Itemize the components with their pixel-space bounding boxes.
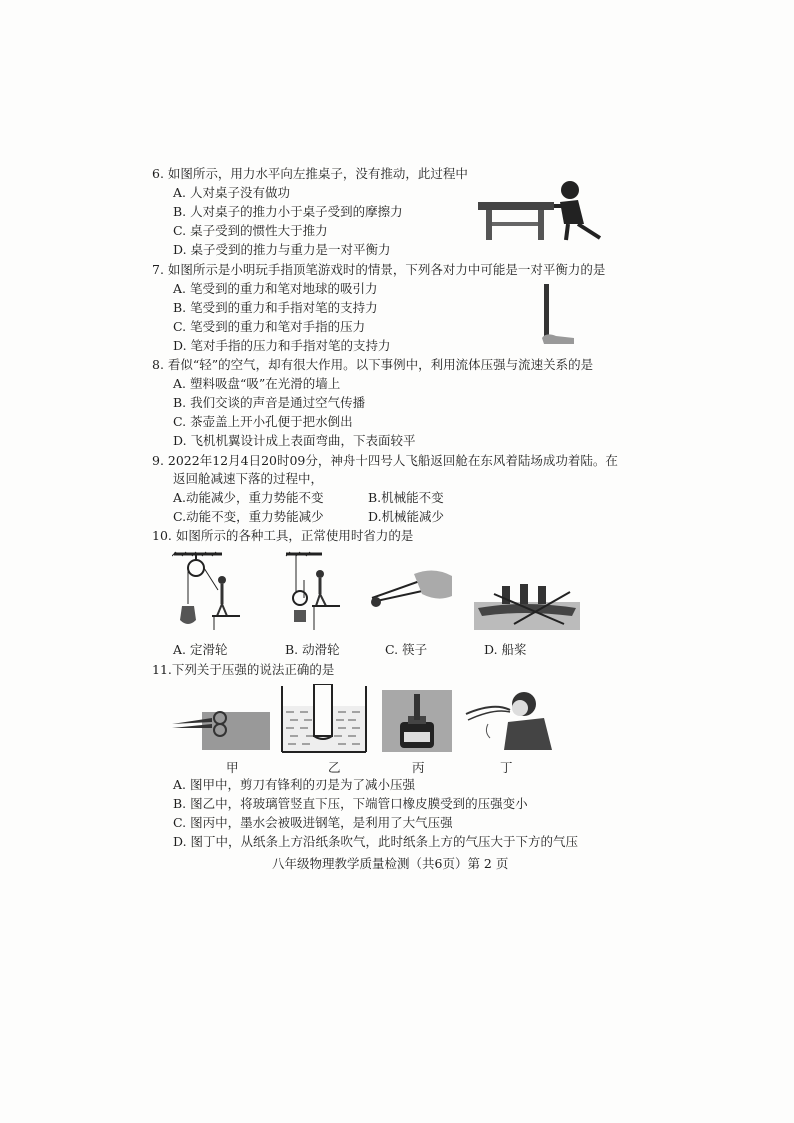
ink-pen-figure (382, 690, 452, 752)
blow-paper-figure (464, 688, 556, 750)
q8-option-d: D. 飞机机翼设计成上表面弯曲，下表面较平 (173, 433, 416, 448)
q9-option-b: B.机械能不变 (368, 490, 444, 505)
q7-stem: 7. 如图所示是小明玩手指顶笔游戏时的情景，下列各对力中可能是一对平衡力的是 (152, 262, 606, 277)
q6-option-d: D. 桌子受到的推力与重力是一对平衡力 (173, 242, 391, 257)
q8-option-b: B. 我们交谈的声音是通过空气传播 (173, 395, 366, 410)
chopsticks-figure (364, 566, 454, 618)
q9-option-d: D.机械能减少 (368, 509, 445, 524)
page-footer: 八年级物理教学质量检测（共6页）第 2 页 (272, 856, 509, 871)
figure-label-jia: 甲 (226, 760, 239, 775)
figure-label-yi: 乙 (328, 760, 341, 775)
q11-stem: 11.下列关于压强的说法正确的是 (152, 662, 335, 677)
q11-option-b: B. 图乙中，将玻璃管竖直下压，下端管口橡皮膜受到的压强变小 (173, 796, 528, 811)
movable-pulley-figure (284, 550, 344, 632)
q8-option-c: C. 茶壶盖上开小孔便于把水倒出 (173, 414, 353, 429)
q7-option-c: C. 笔受到的重力和笔对手指的压力 (173, 319, 366, 334)
push-table-figure (474, 178, 610, 246)
q6-option-a: A. 人对桌子没有做功 (173, 185, 290, 200)
q10-option-b: B. 动滑轮 (285, 642, 340, 657)
q11-option-d: D. 图丁中，从纸条上方沿纸条吹气，此时纸条上方的气压大于下方的气压 (173, 834, 579, 849)
q9-option-a: A.动能减少，重力势能不变 (173, 490, 324, 505)
q6-stem: 6. 如图所示，用力水平向左推桌子，没有推动，此过程中 (152, 166, 468, 181)
glass-tube-figure (280, 684, 368, 754)
finger-pen-figure (536, 282, 576, 348)
q7-option-d: D. 笔对手指的压力和手指对笔的支持力 (173, 338, 391, 353)
q11-option-a: A. 图甲中，剪刀有锋利的刃是为了减小压强 (173, 777, 415, 792)
scissors-figure (172, 694, 270, 750)
q6-option-b: B. 人对桌子的推力小于桌子受到的摩擦力 (173, 204, 403, 219)
figure-label-bing: 丙 (412, 760, 425, 775)
q8-option-a: A. 塑料吸盘“吸”在光滑的墙上 (173, 376, 341, 391)
q11-option-c: C. 图丙中，墨水会被吸进钢笔，是利用了大气压强 (173, 815, 453, 830)
q8-stem: 8. 看似“轻”的空气，却有很大作用。以下事例中，利用流体压强与流速关系的是 (152, 357, 594, 372)
q9-stem-line1: 9. 2022年12月4日20时09分，神舟十四号人飞船返回舱在东风着陆场成功着陆。在 (152, 453, 618, 468)
q7-option-a: A. 笔受到的重力和笔对地球的吸引力 (173, 281, 378, 296)
boat-oar-figure (474, 572, 580, 630)
q9-option-c: C.动能不变，重力势能减少 (173, 509, 324, 524)
q10-option-a: A. 定滑轮 (173, 642, 228, 657)
q10-stem: 10. 如图所示的各种工具，正常使用时省力的是 (152, 528, 414, 543)
q10-option-d: D. 船桨 (484, 642, 527, 657)
q9-stem-line2: 返回舱减速下落的过程中， (173, 471, 324, 486)
q6-option-c: C. 桌子受到的惯性大于推力 (173, 223, 328, 238)
q7-option-b: B. 笔受到的重力和手指对笔的支持力 (173, 300, 378, 315)
q10-option-c: C. 筷子 (385, 642, 428, 657)
figure-label-ding: 丁 (500, 760, 513, 775)
fixed-pulley-figure (172, 550, 244, 632)
